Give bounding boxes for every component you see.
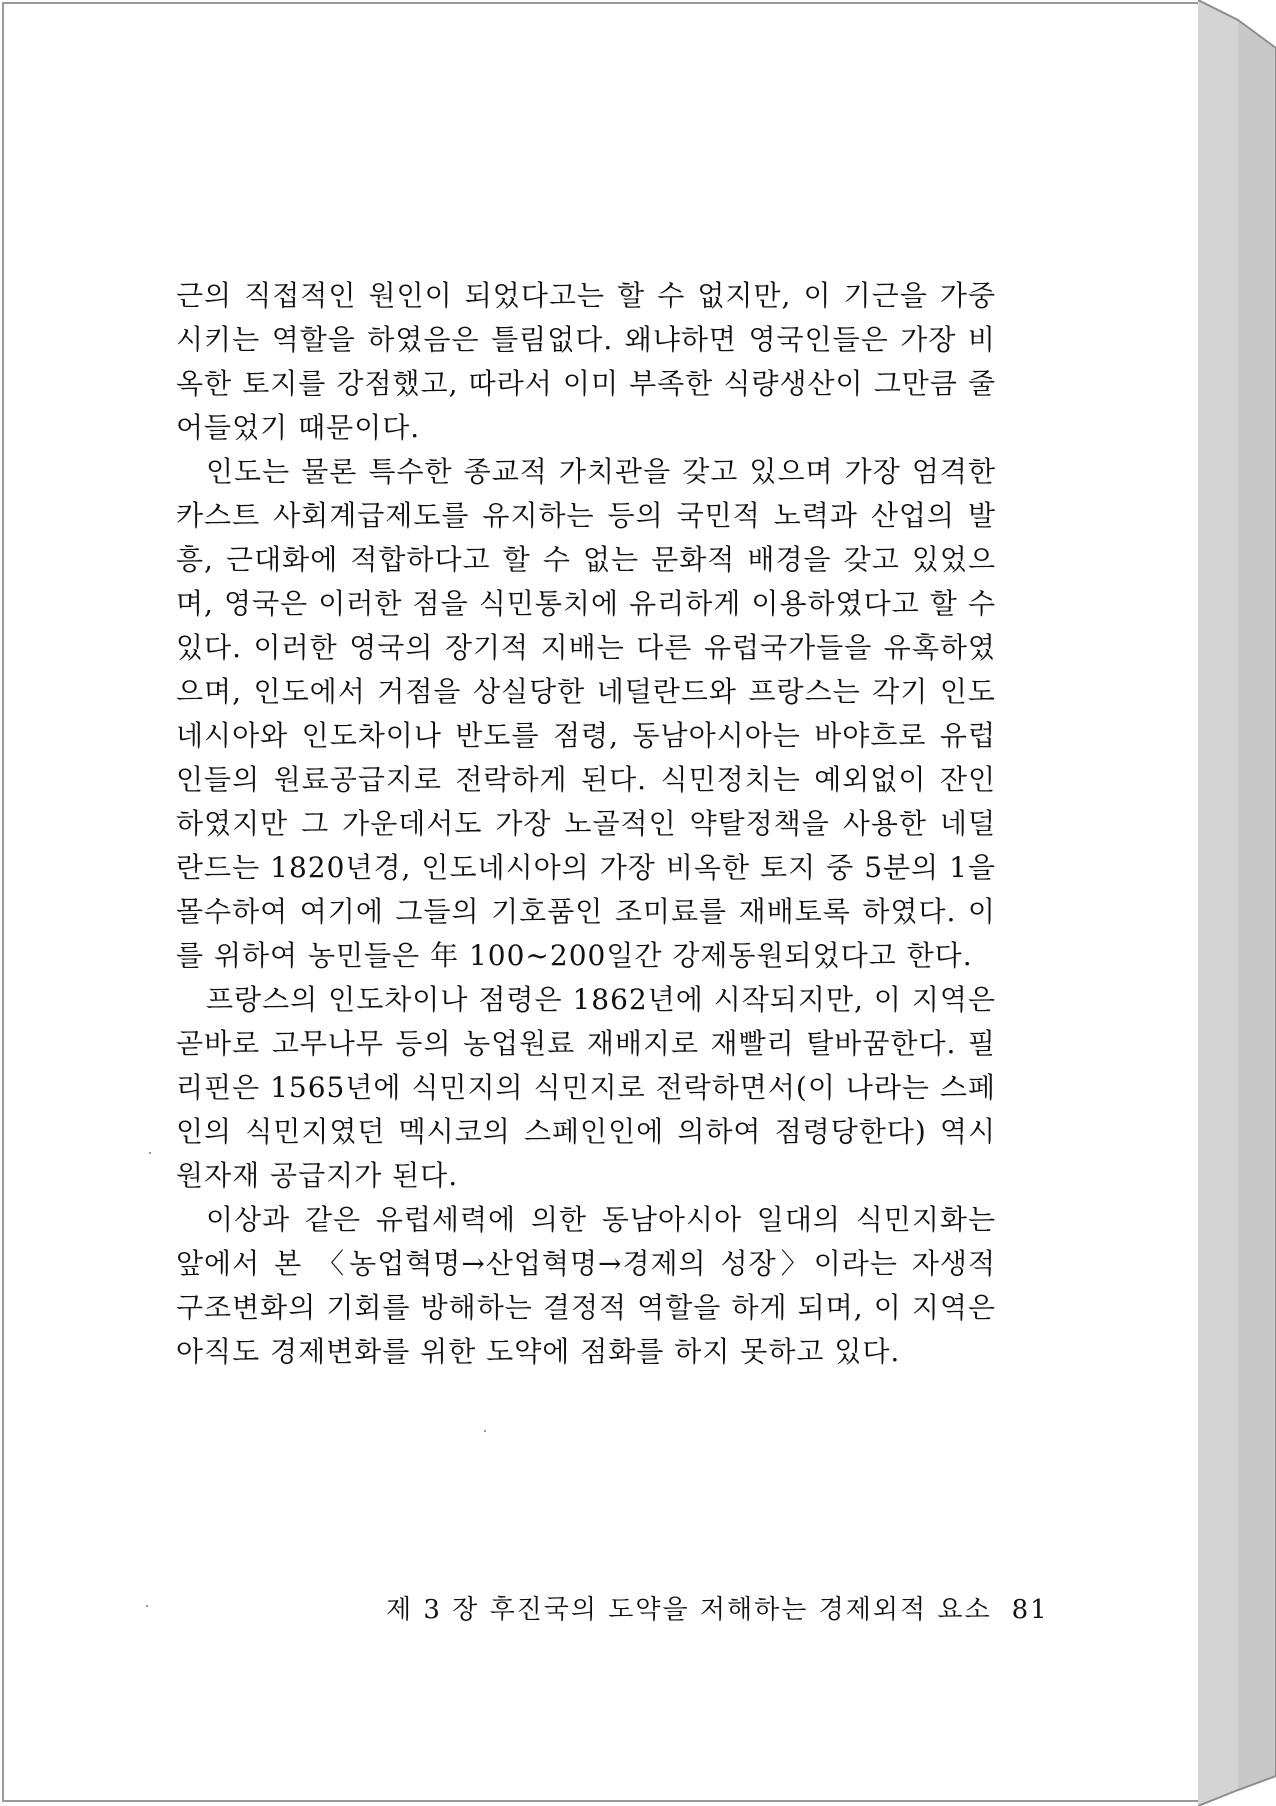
book-side-shape xyxy=(1198,0,1276,1806)
scan-speck xyxy=(149,1152,151,1154)
paragraph: 근의 직접적인 원인이 되었다고는 할 수 없지만, 이 기근을 가중시키는 역할을 하였음은 틀림없다. 왜냐하면 영국인들은 가장 비옥한 토지를 강점했고, 따라서 이미 부족한 식량생산이 그만큼 줄어들었기 때문이다. xyxy=(176,279,996,444)
page-number: 81 xyxy=(1011,1595,1049,1625)
paragraph: 인도는 물론 특수한 종교적 가치관을 갖고 있으며 가장 엄격한 카스트 사회계급제도를 유지하는 등의 국민적 노력과 산업의 발흥, 근대화에 적합하다고 할 수 없는 문화적 배경을 갖고 있었으며, 영국은 이러한 점을 식민통치에 유리하게 이용하였다고 할 수 있다. 이러한 영국의 장기적 지배는 다른 유럽국가들을 유혹하였으며, 인도에서 거점을 상실당한 네덜란드와 프랑스는 각기 인도네시아와 인도차이나 반도를 점령, 동남아시아는 바야흐로 유럽인들의 원료공급지로 전락하게 된다. 식민정치는 예외없이 잔인하였지만 그 가운데서도 가장 노골적인 약탈정책을 사용한 네덜란드는 1820년경, 인도네시아의 가장 비옥한 토지 중 5분의 1을 몰수하여 여기에 그들의 기호품인 조미료를 재배토록 하였다. 이를 위하여 농민들은 年 100~200일간 강제동원되었다고 한다. xyxy=(176,455,996,972)
scan-speck xyxy=(484,1430,486,1432)
book-side-edge xyxy=(1198,0,1276,1806)
running-footer xyxy=(386,1589,1049,1626)
body-text xyxy=(176,274,996,1374)
paragraph: 이상과 같은 유럽세력에 의한 동남아시아 일대의 식민지화는 앞에서 본 〈농업혁명→산업혁명→경제의 성장〉이라는 자생적 구조변화의 기회를 방해하는 결정적 역할을 하게 되며, 이 지역은 아직도 경제변화를 위한 도약에 점화를 하지 못하고 있다. xyxy=(176,1203,996,1368)
chapter-title: 제 3 장 후진국의 도약을 저해하는 경제외적 요소 xyxy=(386,1595,992,1625)
paragraph: 프랑스의 인도차이나 점령은 1862년에 시작되지만, 이 지역은 곧바로 고무나무 등의 농업원료 재배지로 재빨리 탈바꿈한다. 필리핀은 1565년에 식민지의 식민지로 전락하면서(이 나라는 스페인의 식민지였던 멕시코의 스페인인에 의하여 점령당한다) 역시 원자재 공급지가 된다. xyxy=(176,983,996,1192)
scan-speck xyxy=(146,1605,148,1607)
book-page xyxy=(2,2,1200,1802)
